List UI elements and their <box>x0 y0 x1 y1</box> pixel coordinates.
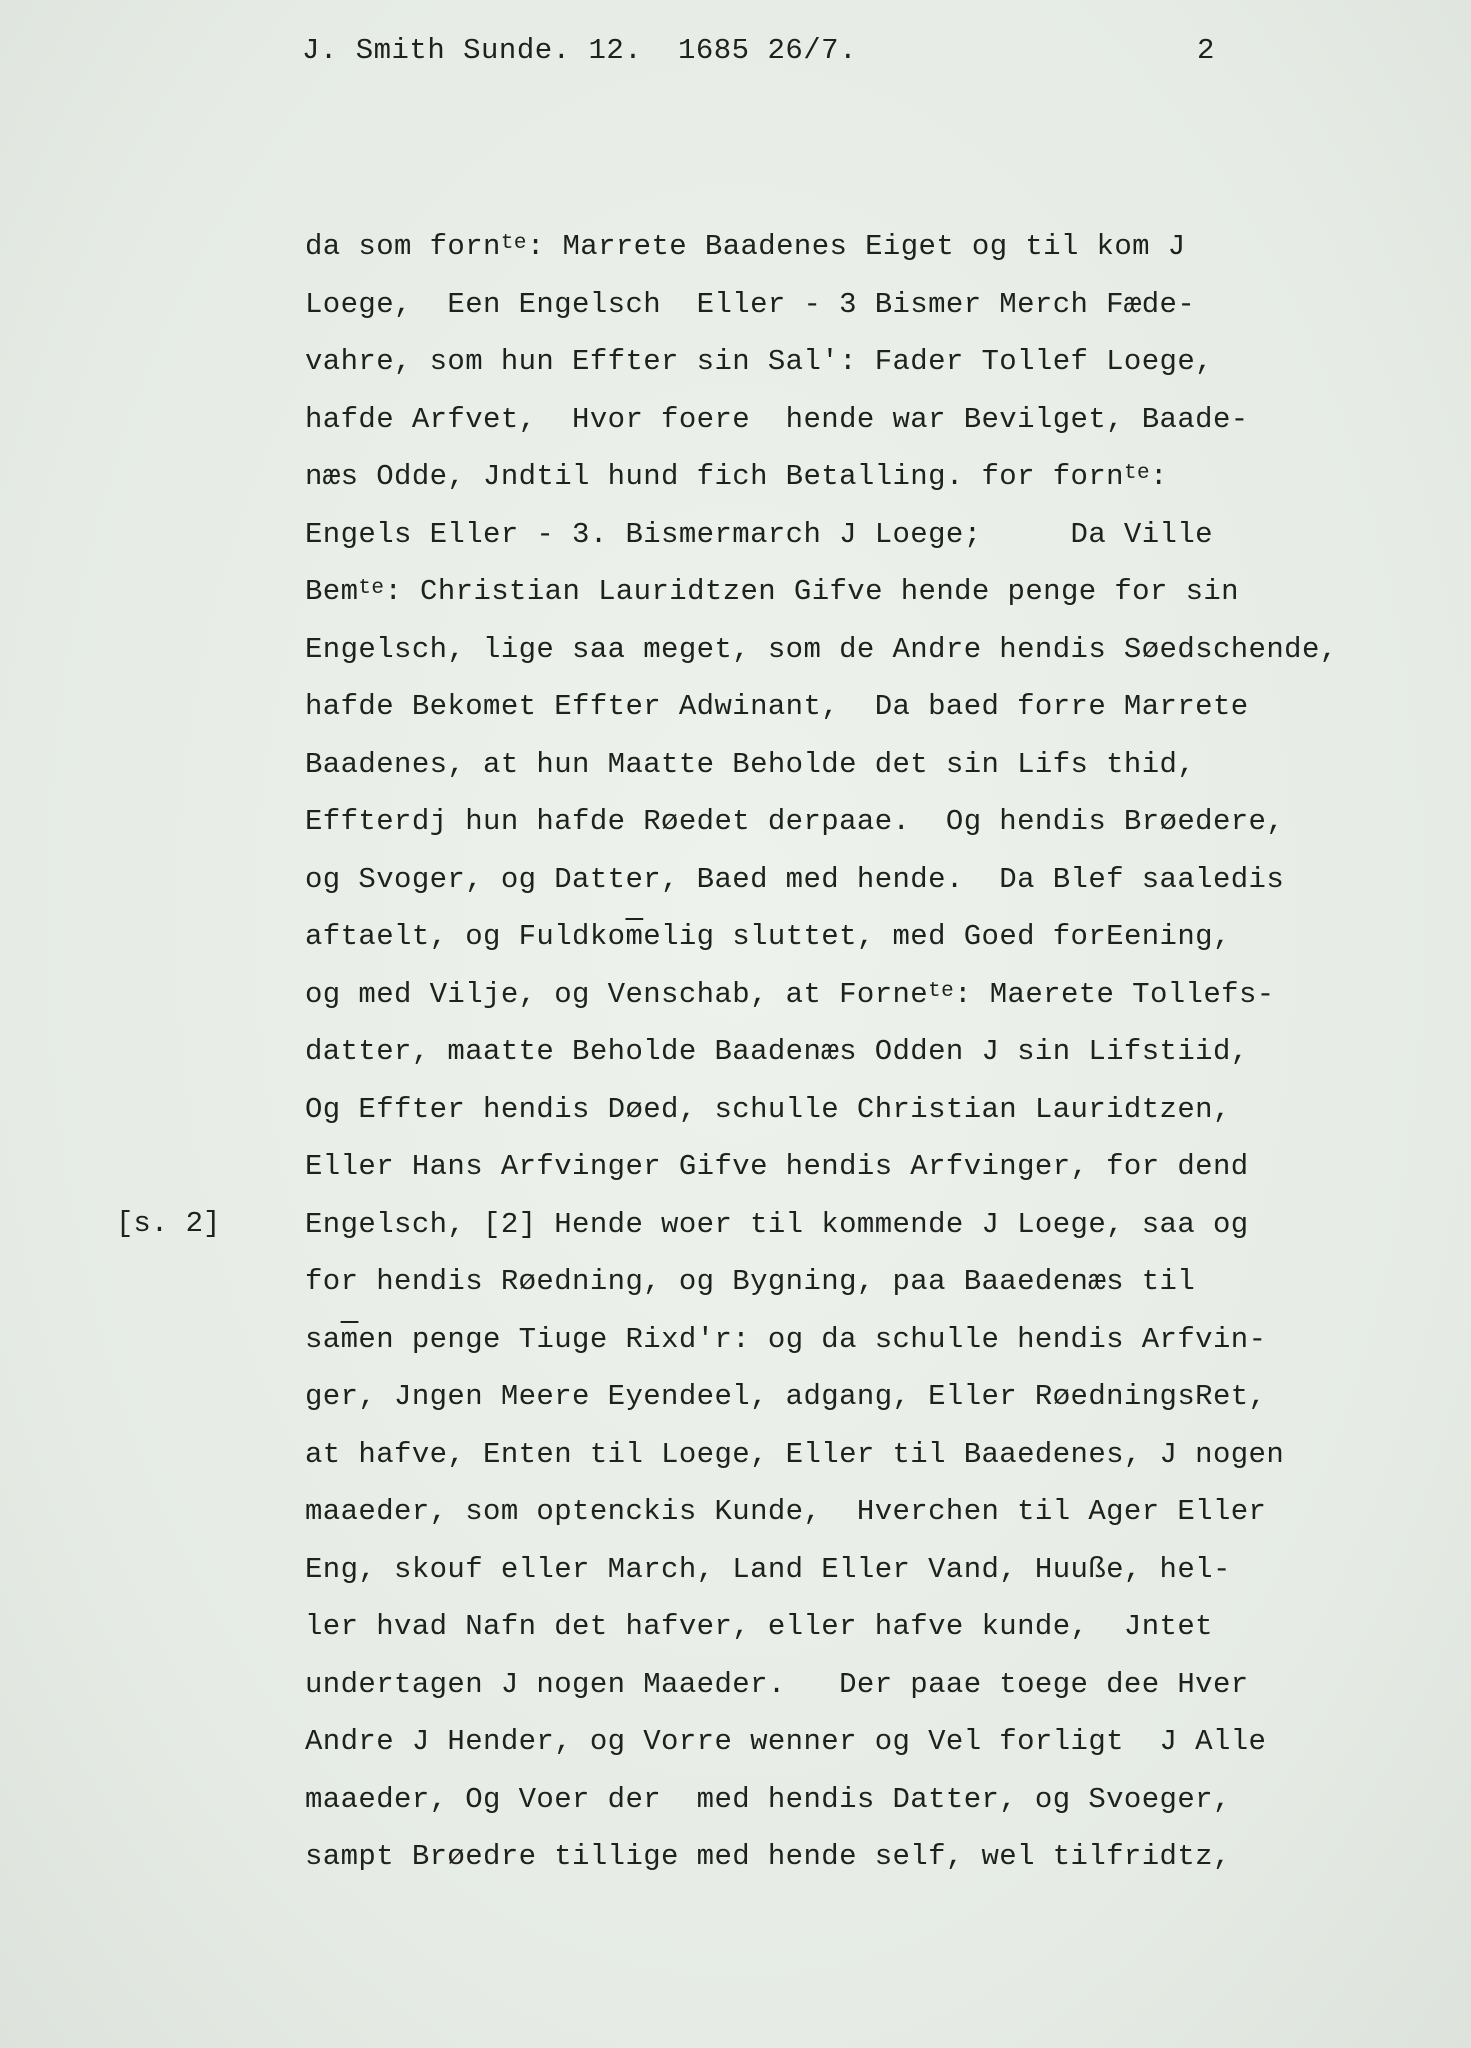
text-line <box>305 506 1345 564</box>
abbreviation-superscript: te <box>358 577 385 600</box>
line-text-start: og med Vilje, og Venschab, at Forne <box>305 977 929 1011</box>
text-line <box>305 1311 1345 1369</box>
line-text: hafde Bekomet Effter Adwinant, Da baed forre Marrete <box>305 690 1249 723</box>
line-text: Andre J Hender, og Vorre wenner og Vel forligt J Alle <box>305 1725 1267 1758</box>
line-text: Og Effter hendis Døed, schulle Christian Lauridtzen, <box>305 1092 1231 1126</box>
line-text-start: aftaelt, og Fuldko <box>305 920 626 953</box>
text-line <box>305 1828 1345 1886</box>
transcription-body <box>305 218 1345 1886</box>
line-text: Eller Hans Arfvinger Gifve hendis Arfvinger, for dend <box>305 1150 1249 1183</box>
line-text: vahre, som hun Effter sin Sal': Fader Tollef Loege, <box>305 345 1213 378</box>
line-text-start: da som forn <box>305 230 501 263</box>
line-text-end: : Christian Lauridtzen Gifve hende penge for sin <box>384 575 1239 608</box>
text-line <box>305 1138 1345 1196</box>
abbreviation-overline: $\overline{m}$ <box>625 920 644 953</box>
text-line <box>305 1771 1345 1829</box>
line-text: Baadenes, at hun Maatte Beholde det sin Lifs thid, <box>305 747 1196 781</box>
line-text-start: næs Odde, Jndtil hund fich Betalling. for forn <box>305 460 1124 493</box>
line-text: hafde Arfvet, Hvor foere hende war Bevilget, Baade- <box>305 402 1249 436</box>
abbreviation-superscript: te <box>500 232 527 255</box>
line-text-end: : <box>1149 460 1168 493</box>
text-line <box>305 1253 1345 1311</box>
line-text: Loege, Een Engelsch Eller - 3 Bismer Merch Fæde- <box>305 287 1196 321</box>
text-line <box>305 1598 1345 1656</box>
line-text: Engelsch, lige saa meget, som de Andre hendis Søedschende, <box>305 632 1338 666</box>
line-text: for hendis Røedning, og Bygning, paa Baaedenæs til <box>305 1265 1196 1298</box>
text-line <box>305 1656 1345 1714</box>
line-text: ger, Jngen Meere Eyendeel, adgang, Eller RøedningsRet, <box>305 1380 1267 1413</box>
margin-page-note: [s. 2] <box>116 1207 221 1240</box>
text-line <box>305 966 1345 1024</box>
line-text: sampt Brøedre tillige med hende self, wel tilfridtz, <box>305 1840 1231 1873</box>
line-text: Engelsch, [2] Hende woer til kommende J Loege, saa og <box>305 1207 1249 1241</box>
text-line <box>305 1713 1345 1771</box>
text-line <box>305 678 1345 736</box>
text-line <box>305 1368 1345 1426</box>
text-line <box>305 851 1345 909</box>
text-line <box>305 1023 1345 1081</box>
text-line <box>305 736 1345 794</box>
line-text: Eng, skouf eller March, Land Eller Vand, Huuße, hel- <box>305 1552 1231 1586</box>
text-line <box>305 1541 1345 1599</box>
text-line <box>305 333 1345 391</box>
line-text: maaeder, Og Voer der med hendis Datter, og Svoeger, <box>305 1782 1231 1816</box>
text-line <box>305 908 1345 966</box>
page-number: 2 <box>1197 34 1215 67</box>
header-reference: J. Smith Sunde. 12. 1685 26/7. <box>302 34 857 67</box>
text-line <box>305 391 1345 449</box>
text-line <box>305 563 1345 621</box>
text-line <box>305 1081 1345 1139</box>
text-line <box>305 1196 1345 1254</box>
text-line <box>305 1483 1345 1541</box>
text-line <box>305 621 1345 679</box>
text-line <box>305 448 1345 506</box>
line-text: maaeder, som optenckis Kunde, Hverchen til Ager Eller <box>305 1495 1267 1528</box>
line-text: ler hvad Nafn det hafver, eller hafve kunde, Jntet <box>305 1610 1213 1643</box>
text-line <box>305 218 1345 276</box>
line-text-end: : Marrete Baadenes Eiget og til kom J <box>526 230 1186 263</box>
abbreviation-superscript: te <box>1123 462 1150 485</box>
line-text-end: : Maerete Tollefs- <box>954 977 1275 1011</box>
line-text: og Svoger, og Datter, Baed med hende. Da Blef saaledis <box>305 862 1285 896</box>
line-text-end: en penge Tiuge Rixd'r: og da schulle hendis Arfvin- <box>358 1322 1267 1356</box>
text-line <box>305 793 1345 851</box>
line-text-end: elig sluttet, med Goed forEening, <box>643 920 1231 953</box>
line-text: Effterdj hun hafde Røedet derpaae. Og hendis Brøedere, <box>305 805 1285 838</box>
line-text-start: Bem <box>305 575 359 608</box>
text-line <box>305 276 1345 334</box>
text-line <box>305 1426 1345 1484</box>
line-text: Engels Eller - 3. Bismermarch J Loege; Da Ville <box>305 517 1213 551</box>
line-text-start: sa <box>305 1322 341 1356</box>
abbreviation-superscript: te <box>928 979 955 1003</box>
line-text: at hafve, Enten til Loege, Eller til Baaedenes, J nogen <box>305 1437 1285 1471</box>
abbreviation-overline: $\overline{m}$ <box>340 1322 359 1356</box>
line-text: datter, maatte Beholde Baadenæs Odden J sin Lifstiid, <box>305 1035 1249 1068</box>
line-text: undertagen J nogen Maaeder. Der paae toege dee Hver <box>305 1667 1249 1701</box>
